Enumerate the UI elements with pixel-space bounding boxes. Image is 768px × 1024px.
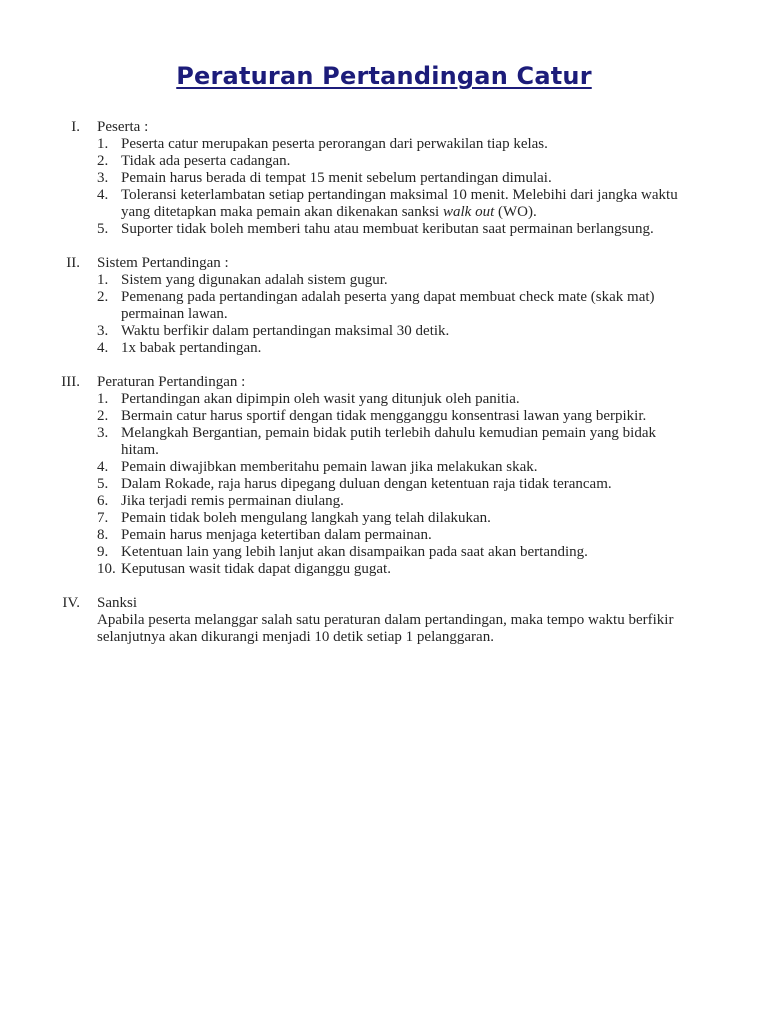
page-title-text: Peraturan Pertandingan Catur [176, 62, 592, 90]
list-item [97, 561, 724, 578]
text-line: Melangkah Bergantian, pemain bidak putih terlebih dahulu kemudian pemain yang bidak [121, 425, 656, 441]
list-item [97, 136, 724, 153]
page-title [0, 0, 768, 90]
list-item [97, 272, 724, 289]
item-number: 8. [97, 527, 109, 543]
list-item [97, 459, 724, 476]
item-text [121, 136, 724, 153]
item-number: 1. [97, 391, 109, 407]
item-number: 2. [97, 408, 109, 424]
item-number: 3. [97, 170, 109, 186]
text-line [121, 204, 724, 221]
item-number: 1. [97, 272, 109, 288]
section-body [97, 595, 724, 646]
text-line: Ketentuan lain yang lebih lanjut akan disampaikan pada saat akan bertanding. [121, 544, 588, 560]
item-number: 4. [97, 459, 109, 475]
section-heading: Sanksi [97, 595, 138, 611]
text-line: Pertandingan akan dipimpin oleh wasit yang ditunjuk oleh panitia. [121, 391, 520, 407]
text-fragment: yang ditetapkan maka pemain akan dikenakan sanksi [121, 204, 443, 220]
section-numeral: IV. [62, 595, 80, 611]
item-number: 2. [97, 289, 109, 305]
sanksi-paragraph [97, 612, 724, 646]
item-text [121, 561, 724, 578]
list-item [97, 340, 724, 357]
section-body [97, 374, 724, 578]
item-number: 5. [97, 221, 109, 237]
text-line: Sistem yang digunakan adalah sistem gugur. [121, 272, 388, 288]
section-body [97, 255, 724, 357]
section-numeral: I. [71, 119, 80, 135]
section-sistem-pertandingan [0, 255, 768, 357]
section-body [97, 119, 724, 238]
item-number: 5. [97, 476, 109, 492]
text-line: Toleransi keterlambatan setiap pertandingan maksimal 10 menit. Melebihi dari jangka waktu [121, 187, 678, 203]
item-number: 1. [97, 136, 109, 152]
text-line: Suporter tidak boleh memberi tahu atau membuat keributan saat permainan berlangsung. [121, 221, 654, 237]
text-line: Jika terjadi remis permainan diulang. [121, 493, 344, 509]
list-item [97, 170, 724, 187]
item-number: 7. [97, 510, 109, 526]
section-numeral: III. [61, 374, 80, 390]
text-line: Pemenang pada pertandingan adalah peserta yang dapat membuat check mate (skak mat) [121, 289, 655, 305]
item-text [121, 391, 724, 408]
section-heading: Peraturan Pertandingan : [97, 374, 246, 390]
item-text [121, 187, 724, 221]
text-line: 1x babak pertandingan. [121, 340, 262, 356]
item-text [121, 272, 724, 289]
item-text [121, 425, 724, 459]
text-line: Pemain tidak boleh mengulang langkah yang telah dilakukan. [121, 510, 491, 526]
list-item [97, 221, 724, 238]
text-line: Apabila peserta melanggar salah satu peraturan dalam pertandingan, maka tempo waktu berfikir [97, 612, 674, 628]
text-line: Keputusan wasit tidak dapat diganggu gugat. [121, 561, 391, 577]
item-text [121, 170, 724, 187]
item-text [121, 221, 724, 238]
text-line: Pemain diwajibkan memberitahu pemain lawan jika melakukan skak. [121, 459, 538, 475]
list-item [97, 527, 724, 544]
section-heading: Sistem Pertandingan : [97, 255, 229, 271]
item-text [121, 340, 724, 357]
item-text [121, 527, 724, 544]
section-heading: Peserta : [97, 119, 149, 135]
text-line: Peserta catur merupakan peserta perorangan dari perwakilan tiap kelas. [121, 136, 548, 152]
item-number: 2. [97, 153, 109, 169]
item-number: 4. [97, 340, 109, 356]
text-line: hitam. [121, 442, 159, 458]
list-item [97, 187, 724, 221]
item-number: 3. [97, 425, 109, 441]
list-item [97, 493, 724, 510]
section-numeral: II. [66, 255, 80, 271]
item-number: 6. [97, 493, 109, 509]
section-sanksi [0, 595, 768, 646]
text-line: Waktu berfikir dalam pertandingan maksimal 30 detik. [121, 323, 450, 339]
item-text [121, 459, 724, 476]
item-text [121, 323, 724, 340]
text-line: Pemain harus menjaga ketertiban dalam permainan. [121, 527, 432, 543]
item-number: 4. [97, 187, 109, 203]
item-text [121, 408, 724, 425]
section-peserta [0, 119, 768, 238]
text-line: Bermain catur harus sportif dengan tidak mengganggu konsentrasi lawan yang berpikir. [121, 408, 647, 424]
item-number: 3. [97, 323, 109, 339]
text-line: permainan lawan. [121, 306, 228, 322]
list-item [97, 425, 724, 459]
item-number: 9. [97, 544, 109, 560]
item-number: 10. [97, 561, 116, 577]
list-item [97, 323, 724, 340]
item-text [121, 544, 724, 561]
list-item [97, 476, 724, 493]
item-text [121, 153, 724, 170]
text-line: selanjutnya akan dikurangi menjadi 10 detik setiap 1 pelanggaran. [97, 629, 494, 645]
list-item [97, 510, 724, 527]
item-text [121, 289, 724, 323]
list-item [97, 153, 724, 170]
text-line: Dalam Rokade, raja harus dipegang duluan dengan ketentuan raja tidak terancam. [121, 476, 612, 492]
list-item [97, 289, 724, 323]
list-item [97, 391, 724, 408]
italic-walk-out: walk out [442, 204, 495, 220]
text-fragment: (WO). [494, 204, 537, 220]
item-text [121, 493, 724, 510]
text-line: Tidak ada peserta cadangan. [121, 153, 291, 169]
item-text [121, 510, 724, 527]
item-text [121, 476, 724, 493]
text-line: Pemain harus berada di tempat 15 menit sebelum pertandingan dimulai. [121, 170, 552, 186]
list-item [97, 408, 724, 425]
section-peraturan-pertandingan [0, 374, 768, 578]
list-item [97, 544, 724, 561]
